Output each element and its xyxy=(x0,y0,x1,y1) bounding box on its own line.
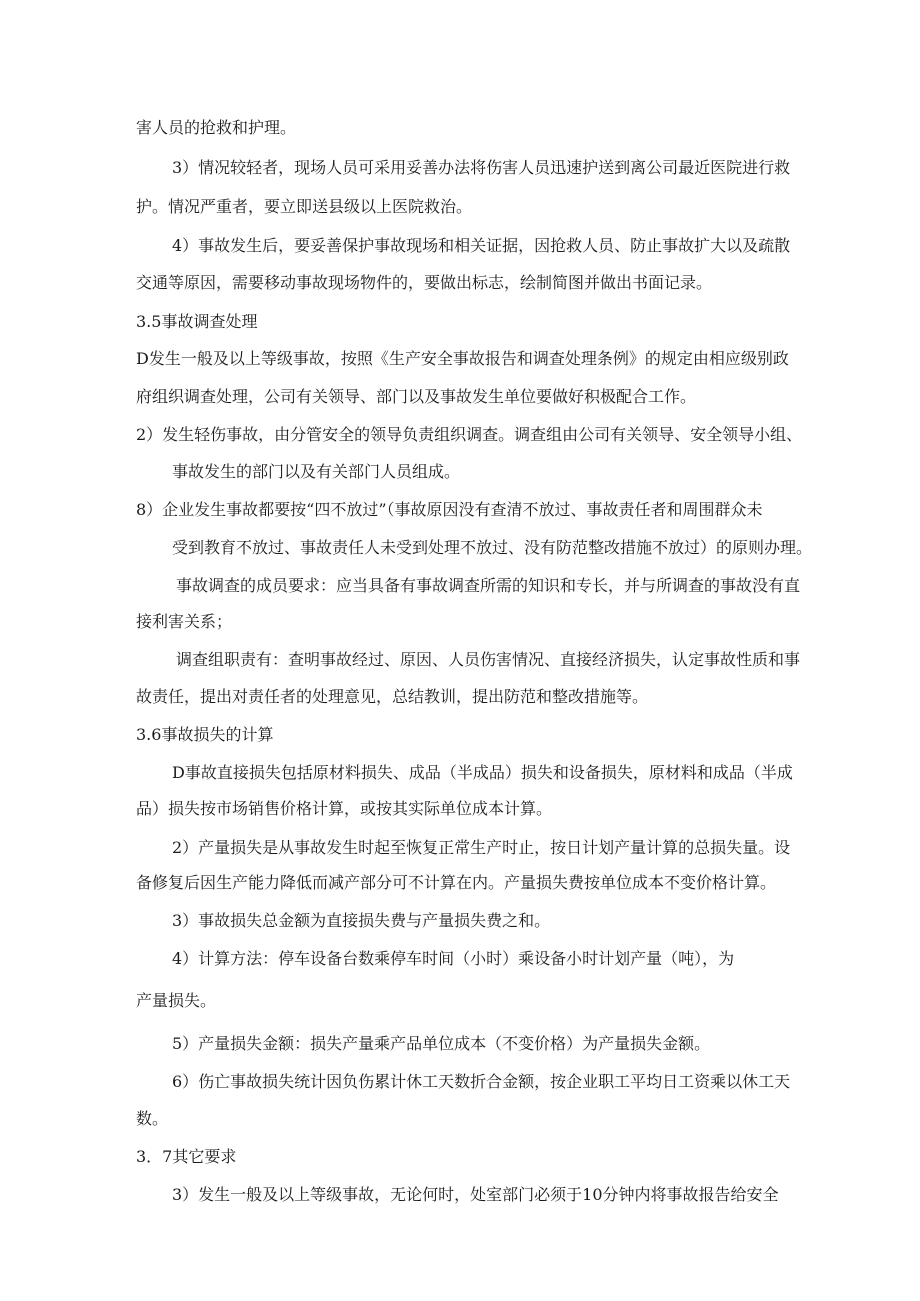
text-line-07: D发生一般及以上等级事故，按照《生产安全事故报告和调查处理条例》的规定由相应级别政 xyxy=(136,349,789,368)
text-line-13: 事故调查的成员要求：应当具备有事故调查所需的知识和专长，并与所调查的事故没有直 xyxy=(176,576,801,595)
text-line-08: 府组织调查处理，公司有关领导、部门以及事故发生单位要做好积极配合工作。 xyxy=(136,387,697,406)
text-line-14: 接利害关系； xyxy=(136,612,233,631)
text-line-21: 备修复后因生产能力降低而减产部分可不计算在内。产量损失费按单位成本不变价格计算。 xyxy=(136,873,777,892)
text-line-12: 受到教育不放过、事故责任人未受到处理不放过、没有防范整改措施不放过）的原则办理。 xyxy=(172,538,813,557)
text-line-19: 品）损失按市场销售价格计算，或按其实际单位成本计算。 xyxy=(136,799,553,818)
text-line-23: 4）计算方法：停车设备台数乘停车时间（小时）乘设备小时计划产量（吨），为 xyxy=(172,949,735,968)
text-line-09: 2）发生轻伤事故，由分管安全的领导负责组织调查。调查组由公司有关领导、安全领导小组、 xyxy=(136,425,803,444)
text-line-29: 3）发生一般及以上等级事故，无论何时，处室部门必须于10分钟内将事故报告给安全 xyxy=(172,1185,779,1204)
text-line-16: 故责任，提出对责任者的处理意见，总结教训，提出防范和整改措施等。 xyxy=(136,687,649,706)
text-line-11: 8）企业发生事故都要按“四不放过”（事故原因没有查清不放过、事故责任者和周围群众未 xyxy=(136,500,763,519)
text-line-10: 事故发生的部门以及有关部门人员组成。 xyxy=(172,462,461,481)
text-line-01: 害人员的抢救和护理。 xyxy=(136,118,297,137)
text-line-04: 4）事故发生后，要妥善保护事故现场和相关证据，因抢救人员、防止事故扩大以及疏散 xyxy=(172,236,791,255)
text-line-18: D事故直接损失包括原材料损失、成品（半成品）损失和设备损失，原材料和成品（半成 xyxy=(172,763,793,782)
text-line-22: 3）事故损失总金额为直接损失费与产量损失费之和。 xyxy=(172,911,551,930)
text-line-25: 5）产量损失金额：损失产量乘产品单位成本（不变价格）为产量损失金额。 xyxy=(172,1034,711,1053)
section-heading-3-6: 3.6事故损失的计算 xyxy=(136,725,274,744)
text-line-20: 2）产量损失是从事故发生时起至恢复正常生产时止，按日计划产量计算的总损失量。设 xyxy=(172,838,791,857)
text-line-02: 3）情况较轻者，现场人员可采用妥善办法将伤害人员迅速护送到离公司最近医院进行救 xyxy=(172,158,791,177)
text-line-26: 6）伤亡事故损失统计因负伤累计休工天数折合金额，按企业职工平均日工资乘以休工天 xyxy=(172,1072,791,1091)
section-heading-3-7: 3．7其它要求 xyxy=(136,1147,237,1166)
text-line-15: 调查组职责有：查明事故经过、原因、人员伤害情况、直接经济损失，认定事故性质和事 xyxy=(176,650,801,669)
text-line-03: 护。情况严重者，要立即送县级以上医院救治。 xyxy=(136,197,473,216)
text-line-05: 交通等原因，需要移动事故现场物件的，要做出标志，绘制简图并做出书面记录。 xyxy=(136,273,713,292)
text-line-27: 数。 xyxy=(136,1109,169,1128)
text-line-24: 产量损失。 xyxy=(136,991,217,1010)
section-heading-3-5: 3.5事故调查处理 xyxy=(136,312,258,331)
